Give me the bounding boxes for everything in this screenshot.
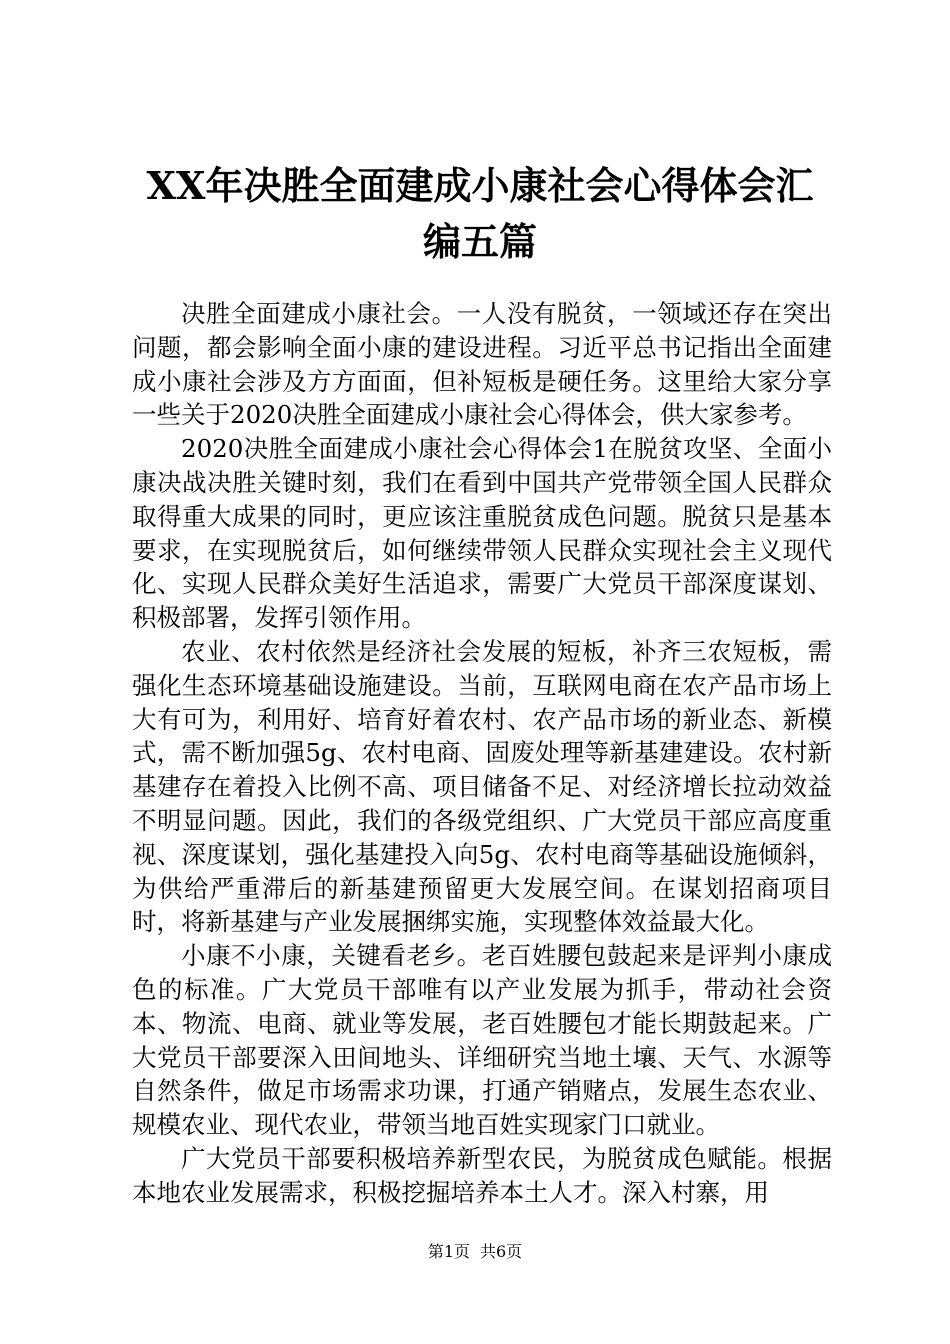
body-paragraph: 农业、农村依然是经济社会发展的短板，补齐三农短板，需强化生态环境基础设施建设。当前，互联网电商在农产品市场上大有可为，利用好、培育好着农村、农产品市场的新业态、新模式，需不断加强5g、农村电商、固废处理等新基建建设。农村新基建存在着投入比例不高、项目储备不足、对经济增长拉动效益不明显问题。因此，我们的各级党组织、广大党员干部应高度重视、深度谋划，强化基建投入向5g、农村电商等基础设施倾斜，为供给严重滞后的新基建预留更大发展空间。在谋划招商项目时，将新基建与产业发展捆绑实施，实现整体效益最大化。 xyxy=(132,636,832,937)
page-total: 共6页 xyxy=(480,1242,523,1261)
body-paragraph: 决胜全面建成小康社会。一人没有脱贫，一领域还存在突出问题，都会影响全面小康的建设进程。习近平总书记指出全面建成小康社会涉及方方面面，但补短板是硬任务。这里给大家分享一些关于2020决胜全面建成小康社会心得体会，供大家参考。 xyxy=(132,299,832,430)
body-paragraph: 小康不小康，关键看老乡。老百姓腰包鼓起来是评判小康成色的标准。广大党员干部唯有以产业发展为抓手，带动社会资本、物流、电商、就业等发展，老百姓腰包才能长期鼓起来。广大党员干部要深入田间地头、详细研究当地土壤、天气、水源等自然条件，做足市场需求功课，打通产销赌点，发展生态农业、规模农业、现代农业，带领当地百姓实现家门口就业。 xyxy=(132,941,832,1140)
page-number: 第1页 xyxy=(427,1242,470,1261)
body-paragraph: 广大党员干部要积极培养新型农民，为脱贫成色赋能。根据本地农业发展需求，积极挖掘培养本土人才。深入村寨，用 xyxy=(132,1143,832,1207)
document-body xyxy=(132,297,832,1210)
document-title: XX年决胜全面建成小康社会心得体会汇编五篇 xyxy=(146,163,814,264)
page-footer xyxy=(0,1240,950,1264)
body-paragraph: 2020决胜全面建成小康社会心得体会1在脱贫攻坚、全面小康决战决胜关键时刻，我们在看到中国共产党带领全国人民群众取得重大成果的同时，更应该注重脱贫成色问题。脱贫只是基本要求，在实现脱贫后，如何继续带领人民群众实现社会主义现代化、实现人民群众美好生活追求，需要广大党员干部深度谋划、积极部署，发挥引领作用。 xyxy=(132,434,832,633)
